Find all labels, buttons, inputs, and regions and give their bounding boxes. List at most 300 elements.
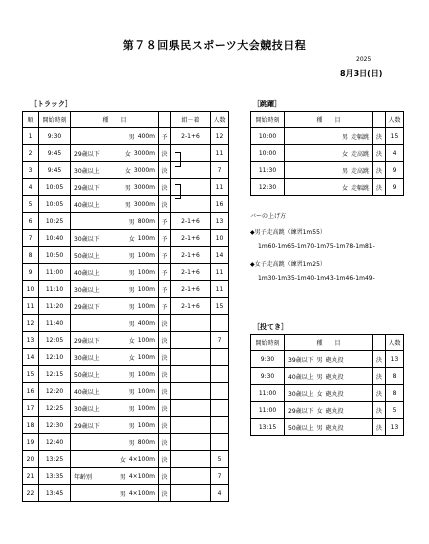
entry-count bbox=[211, 400, 229, 417]
start-time: 9:30 bbox=[251, 368, 285, 385]
event-wrap bbox=[71, 451, 158, 467]
event-name: 100m bbox=[137, 387, 155, 395]
start-time: 11:00 bbox=[251, 402, 285, 419]
start-time: 10:05 bbox=[39, 179, 71, 196]
event-cell bbox=[71, 366, 159, 383]
age-group: 30歳以上 bbox=[74, 405, 100, 413]
round: 決 bbox=[373, 145, 386, 162]
row-number: 4 bbox=[23, 179, 39, 196]
entry-count: 9 bbox=[386, 162, 404, 179]
gender: 男 bbox=[128, 133, 135, 141]
event-name: 400m bbox=[137, 132, 155, 140]
event-cell bbox=[71, 349, 159, 366]
event-wrap bbox=[71, 213, 158, 229]
age-group: 39歳以下 bbox=[288, 356, 314, 364]
event-wrap bbox=[71, 128, 158, 144]
table-row bbox=[23, 247, 229, 264]
round: 予 bbox=[159, 281, 171, 298]
event-name: 100m bbox=[137, 404, 155, 412]
row-number: 12 bbox=[23, 315, 39, 332]
heat-advance bbox=[171, 315, 211, 332]
table-row bbox=[23, 128, 229, 145]
round: 決 bbox=[159, 179, 171, 196]
event-cell bbox=[71, 315, 159, 332]
start-time: 10:25 bbox=[39, 213, 71, 230]
round: 決 bbox=[373, 128, 386, 145]
round: 決 bbox=[373, 402, 386, 419]
throws-table bbox=[250, 334, 404, 436]
start-time: 13:35 bbox=[39, 468, 71, 485]
jumps-header-round bbox=[373, 112, 386, 128]
age-group: 40歳以上 bbox=[74, 388, 100, 396]
round: 決 bbox=[159, 196, 171, 213]
round: 決 bbox=[373, 368, 386, 385]
round: 決 bbox=[159, 383, 171, 400]
gender: 女 bbox=[128, 235, 135, 243]
event-cell bbox=[71, 298, 159, 315]
event-wrap bbox=[71, 264, 158, 280]
jumps-header-time: 開始時刻 bbox=[251, 112, 285, 128]
age-group: 40歳以上 bbox=[74, 269, 100, 277]
gender: 女 bbox=[316, 390, 323, 398]
event-name: 4×100m bbox=[128, 489, 155, 497]
event-wrap bbox=[285, 351, 372, 367]
gender: 男 bbox=[128, 252, 135, 260]
bar-men-label: ◆男子走高跳（練習1m55） bbox=[250, 229, 326, 236]
row-number: 7 bbox=[23, 230, 39, 247]
entry-count: 12 bbox=[211, 128, 229, 145]
table-row bbox=[251, 419, 404, 436]
event-name: 100m bbox=[137, 285, 155, 293]
heat-advance bbox=[171, 332, 211, 349]
row-number: 11 bbox=[23, 298, 39, 315]
round: 予 bbox=[159, 128, 171, 145]
entry-count: 11 bbox=[211, 281, 229, 298]
event-name: 4×100m bbox=[128, 455, 155, 463]
bar-heading: バーの上げ方 bbox=[250, 213, 287, 220]
row-number: 13 bbox=[23, 332, 39, 349]
event-cell bbox=[285, 419, 373, 436]
round: 決 bbox=[373, 385, 386, 402]
age-group: 29歳以下 bbox=[74, 184, 100, 192]
gender: 男 bbox=[128, 405, 135, 413]
gender: 女 bbox=[124, 167, 131, 175]
event-wrap bbox=[71, 400, 158, 416]
row-number: 17 bbox=[23, 400, 39, 417]
event-name: 100m bbox=[137, 268, 155, 276]
throws-section-label: ［投てき］ bbox=[253, 323, 288, 331]
event-cell bbox=[71, 179, 159, 196]
table-row bbox=[23, 196, 229, 213]
heat-advance bbox=[171, 383, 211, 400]
throws-header-event: 種 目 bbox=[285, 335, 373, 351]
round: 決 bbox=[373, 351, 386, 368]
round: 決 bbox=[159, 468, 171, 485]
table-row bbox=[251, 128, 404, 145]
age-group: 29歳以下 bbox=[288, 407, 314, 415]
gender: 女 bbox=[124, 150, 131, 158]
jumps-header-count: 人数 bbox=[386, 112, 404, 128]
start-time: 11:00 bbox=[39, 264, 71, 281]
row-number: 10 bbox=[23, 281, 39, 298]
gender: 女 bbox=[128, 337, 135, 345]
row-number: 21 bbox=[23, 468, 39, 485]
start-time: 9:30 bbox=[251, 351, 285, 368]
start-time: 12:40 bbox=[39, 434, 71, 451]
event-wrap bbox=[285, 419, 372, 435]
gender: 女 bbox=[341, 184, 348, 192]
track-section-label: ［トラック］ bbox=[30, 100, 72, 108]
age-group: 30歳以上 bbox=[288, 390, 314, 398]
start-time: 11:30 bbox=[251, 162, 285, 179]
table-row bbox=[251, 402, 404, 419]
table-row bbox=[251, 351, 404, 368]
event-cell bbox=[285, 368, 373, 385]
gender: 男 bbox=[124, 184, 131, 192]
entry-count: 4 bbox=[211, 485, 229, 502]
heat-advance: 2-1+6 bbox=[171, 247, 211, 264]
event-cell bbox=[285, 385, 373, 402]
event-name: 100m bbox=[137, 353, 155, 361]
event-cell bbox=[71, 145, 159, 162]
start-time: 13:25 bbox=[39, 451, 71, 468]
event-cell bbox=[71, 485, 159, 502]
jumps-header-event: 種 目 bbox=[285, 112, 373, 128]
table-row bbox=[23, 179, 229, 196]
jumps-table bbox=[250, 111, 404, 196]
start-time: 12:30 bbox=[251, 179, 285, 196]
entry-count: 10 bbox=[211, 230, 229, 247]
event-name: 100m bbox=[137, 302, 155, 310]
bar-men-heights: 1m60-1m65-1m70-1m75-1m78-1m81- bbox=[258, 243, 375, 250]
table-row bbox=[23, 434, 229, 451]
round: 決 bbox=[159, 400, 171, 417]
start-time: 12:15 bbox=[39, 366, 71, 383]
event-cell bbox=[71, 383, 159, 400]
start-time: 13:15 bbox=[251, 419, 285, 436]
gender: 男 bbox=[128, 286, 135, 294]
event-cell bbox=[285, 128, 373, 145]
event-name: 100m bbox=[137, 421, 155, 429]
event-name: 4×100m bbox=[128, 472, 155, 480]
table-row bbox=[23, 145, 229, 162]
event-wrap bbox=[285, 162, 372, 178]
gender: 男 bbox=[128, 269, 135, 277]
entry-count: 15 bbox=[386, 128, 404, 145]
event-name: 3000m bbox=[133, 166, 155, 174]
entry-count: 7 bbox=[211, 332, 229, 349]
entry-count: 16 bbox=[211, 196, 229, 213]
round: 決 bbox=[159, 145, 171, 162]
age-group: 29歳以下 bbox=[74, 422, 100, 430]
age-group: 年齢別 bbox=[74, 473, 93, 481]
start-time: 10:50 bbox=[39, 247, 71, 264]
round: 決 bbox=[373, 419, 386, 436]
gender: 男 bbox=[341, 133, 348, 141]
jumps-header-row bbox=[251, 112, 404, 128]
gender: 男 bbox=[128, 320, 135, 328]
event-wrap bbox=[285, 385, 372, 401]
row-number: 5 bbox=[23, 196, 39, 213]
entry-count: 13 bbox=[386, 351, 404, 368]
table-row bbox=[23, 332, 229, 349]
track-header-round bbox=[159, 112, 171, 128]
table-row bbox=[23, 451, 229, 468]
table-row bbox=[23, 366, 229, 383]
event-cell bbox=[285, 179, 373, 196]
heat-bracket bbox=[175, 152, 181, 167]
event-wrap bbox=[71, 247, 158, 263]
row-number: 2 bbox=[23, 145, 39, 162]
event-cell bbox=[71, 162, 159, 179]
event-name: 3000m bbox=[133, 200, 155, 208]
event-cell bbox=[285, 145, 373, 162]
event-name: 800m bbox=[137, 217, 155, 225]
round: 決 bbox=[159, 315, 171, 332]
throws-header-round bbox=[373, 335, 386, 351]
start-time: 10:40 bbox=[39, 230, 71, 247]
table-row bbox=[23, 468, 229, 485]
start-time: 12:30 bbox=[39, 417, 71, 434]
round: 予 bbox=[159, 247, 171, 264]
entry-count: 13 bbox=[211, 213, 229, 230]
row-number: 6 bbox=[23, 213, 39, 230]
track-header-time: 開始時刻 bbox=[39, 112, 71, 128]
event-cell bbox=[71, 128, 159, 145]
track-header-count: 人数 bbox=[211, 112, 229, 128]
event-name: 100m bbox=[137, 251, 155, 259]
age-group: 29歳以下 bbox=[74, 150, 100, 158]
event-wrap bbox=[71, 230, 158, 246]
event-wrap bbox=[71, 196, 158, 212]
round: 決 bbox=[159, 417, 171, 434]
track-header-row bbox=[23, 112, 229, 128]
row-number: 3 bbox=[23, 162, 39, 179]
event-wrap bbox=[71, 485, 158, 501]
event-name: 砲丸投 bbox=[325, 407, 344, 415]
track-header-no: 順 bbox=[23, 112, 39, 128]
track-header-heat: 組－着 bbox=[171, 112, 211, 128]
entry-count: 7 bbox=[211, 162, 229, 179]
event-cell bbox=[71, 213, 159, 230]
entry-count bbox=[211, 417, 229, 434]
start-time: 10:00 bbox=[251, 128, 285, 145]
event-name: 走幅跳 bbox=[350, 133, 369, 141]
bar-women-label: ◆女子走高跳（練習1m25） bbox=[250, 261, 326, 268]
age-group: 30歳以上 bbox=[74, 354, 100, 362]
age-group: 40歳以上 bbox=[288, 373, 314, 381]
table-row bbox=[23, 298, 229, 315]
event-name: 砲丸投 bbox=[325, 424, 344, 432]
table-row bbox=[23, 349, 229, 366]
heat-advance bbox=[171, 400, 211, 417]
event-cell bbox=[285, 162, 373, 179]
entry-count: 14 bbox=[211, 247, 229, 264]
entry-count: 11 bbox=[211, 179, 229, 196]
event-cell bbox=[71, 230, 159, 247]
table-row bbox=[251, 385, 404, 402]
gender: 男 bbox=[128, 422, 135, 430]
gender: 女 bbox=[341, 150, 348, 158]
event-name: 砲丸投 bbox=[325, 373, 344, 381]
event-wrap bbox=[285, 145, 372, 161]
gender: 男 bbox=[128, 371, 135, 379]
row-number: 8 bbox=[23, 247, 39, 264]
heat-advance bbox=[171, 485, 211, 502]
heat-advance: 2-1+6 bbox=[171, 213, 211, 230]
entry-count: 15 bbox=[211, 298, 229, 315]
table-row bbox=[251, 368, 404, 385]
gender: 女 bbox=[316, 407, 323, 415]
round: 予 bbox=[159, 230, 171, 247]
track-header-event: 種 目 bbox=[71, 112, 159, 128]
event-wrap bbox=[71, 366, 158, 382]
event-wrap bbox=[71, 349, 158, 365]
event-name: 100m bbox=[137, 336, 155, 344]
bar-women-heights: 1m30-1m35-1m40-1m43-1m46-1m49- bbox=[258, 275, 375, 282]
event-cell bbox=[71, 451, 159, 468]
event-name: 3000m bbox=[133, 183, 155, 191]
gender: 男 bbox=[316, 356, 323, 364]
event-cell bbox=[71, 247, 159, 264]
event-name: 走高跳 bbox=[350, 167, 369, 175]
event-name: 砲丸投 bbox=[325, 390, 344, 398]
entry-count bbox=[211, 315, 229, 332]
table-row bbox=[23, 417, 229, 434]
age-group: 29歳以下 bbox=[74, 337, 100, 345]
event-name: 走幅跳 bbox=[350, 184, 369, 192]
entry-count: 8 bbox=[386, 368, 404, 385]
age-group: 30歳以上 bbox=[74, 286, 100, 294]
table-row bbox=[23, 383, 229, 400]
round: 予 bbox=[159, 264, 171, 281]
start-time: 9:45 bbox=[39, 162, 71, 179]
table-row bbox=[23, 230, 229, 247]
table-row bbox=[23, 485, 229, 502]
gender: 男 bbox=[119, 473, 126, 481]
heat-advance bbox=[171, 468, 211, 485]
event-wrap bbox=[71, 468, 158, 484]
start-time: 12:20 bbox=[39, 383, 71, 400]
event-wrap bbox=[71, 434, 158, 450]
throws-header-count: 人数 bbox=[386, 335, 404, 351]
entry-count: 13 bbox=[386, 419, 404, 436]
heat-advance bbox=[171, 417, 211, 434]
event-cell bbox=[71, 196, 159, 213]
event-wrap bbox=[71, 298, 158, 314]
start-time: 13:45 bbox=[39, 485, 71, 502]
round: 決 bbox=[373, 162, 386, 179]
page-title: 第７８回県民スポーツ大会競技日程 bbox=[122, 39, 307, 52]
event-wrap bbox=[71, 281, 158, 297]
entry-count: 11 bbox=[211, 145, 229, 162]
table-row bbox=[23, 400, 229, 417]
event-name: 100m bbox=[137, 370, 155, 378]
heat-bracket bbox=[175, 184, 181, 199]
event-name: 砲丸投 bbox=[325, 356, 344, 364]
entry-count bbox=[211, 383, 229, 400]
table-row bbox=[23, 162, 229, 179]
table-row bbox=[23, 315, 229, 332]
event-name: 走高跳 bbox=[350, 150, 369, 158]
heat-advance: 2-1+6 bbox=[171, 298, 211, 315]
event-wrap bbox=[71, 315, 158, 331]
gender: 女 bbox=[128, 354, 135, 362]
event-wrap bbox=[71, 162, 158, 178]
round: 決 bbox=[159, 434, 171, 451]
table-row bbox=[23, 213, 229, 230]
round: 決 bbox=[159, 451, 171, 468]
gender: 男 bbox=[316, 373, 323, 381]
gender: 男 bbox=[128, 218, 135, 226]
entry-count bbox=[211, 434, 229, 451]
gender: 男 bbox=[128, 439, 135, 447]
start-time: 11:10 bbox=[39, 281, 71, 298]
event-wrap bbox=[71, 417, 158, 433]
start-time: 11:40 bbox=[39, 315, 71, 332]
year: 2025 bbox=[356, 56, 372, 63]
heat-advance bbox=[171, 349, 211, 366]
entry-count: 4 bbox=[386, 145, 404, 162]
event-cell bbox=[71, 468, 159, 485]
table-row bbox=[251, 162, 404, 179]
heat-advance: 2-1+6 bbox=[171, 281, 211, 298]
table-row bbox=[23, 264, 229, 281]
heat-advance: 2-1+6 bbox=[171, 230, 211, 247]
age-group: 50歳以上 bbox=[288, 424, 314, 432]
age-group: 50歳以上 bbox=[74, 371, 100, 379]
start-time: 12:05 bbox=[39, 332, 71, 349]
age-group: 30歳以上 bbox=[74, 167, 100, 175]
event-cell bbox=[71, 400, 159, 417]
entry-count: 5 bbox=[386, 402, 404, 419]
table-row bbox=[23, 281, 229, 298]
throws-header-row bbox=[251, 335, 404, 351]
event-wrap bbox=[285, 368, 372, 384]
start-time: 10:05 bbox=[39, 196, 71, 213]
entry-count bbox=[211, 366, 229, 383]
entry-count: 5 bbox=[211, 451, 229, 468]
round: 決 bbox=[159, 485, 171, 502]
entry-count: 9 bbox=[386, 179, 404, 196]
entry-count: 7 bbox=[211, 468, 229, 485]
event-wrap bbox=[285, 128, 372, 144]
row-number: 15 bbox=[23, 366, 39, 383]
gender: 男 bbox=[119, 490, 126, 498]
event-wrap bbox=[71, 332, 158, 348]
row-number: 16 bbox=[23, 383, 39, 400]
table-row bbox=[251, 145, 404, 162]
event-cell bbox=[285, 351, 373, 368]
heat-advance bbox=[171, 451, 211, 468]
heat-advance bbox=[171, 366, 211, 383]
event-wrap bbox=[285, 179, 372, 195]
gender: 男 bbox=[316, 424, 323, 432]
table-row bbox=[251, 179, 404, 196]
start-time: 9:30 bbox=[39, 128, 71, 145]
row-number: 9 bbox=[23, 264, 39, 281]
gender: 男 bbox=[128, 303, 135, 311]
row-number: 1 bbox=[23, 128, 39, 145]
round: 決 bbox=[159, 332, 171, 349]
start-time: 10:00 bbox=[251, 145, 285, 162]
row-number: 20 bbox=[23, 451, 39, 468]
gender: 男 bbox=[341, 167, 348, 175]
event-name: 400m bbox=[137, 319, 155, 327]
round: 決 bbox=[159, 366, 171, 383]
event-cell bbox=[285, 402, 373, 419]
event-wrap bbox=[285, 402, 372, 418]
